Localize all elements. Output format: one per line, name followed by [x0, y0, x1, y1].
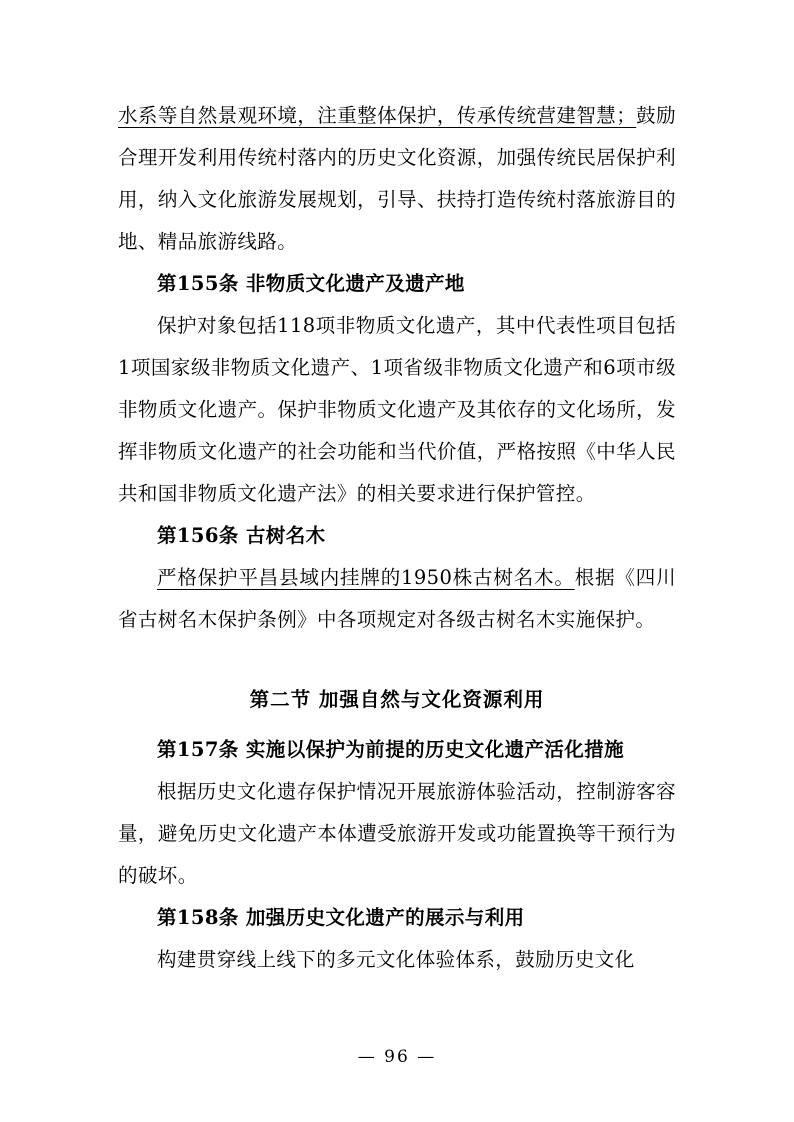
- heading-article-157: 第157条 实施以保护为前提的历史文化遗产活化措施: [157, 738, 624, 761]
- paragraph-continued-rest: 鼓励合理开发利用传统村落内的历史文化资源，加强传统民居保护利用，纳入文化旅游发展规划，引导、扶持打造传统村落旅游目的地、精品旅游线路。: [118, 104, 676, 253]
- heading-spacer: [118, 721, 676, 729]
- section-spacer: [118, 641, 676, 679]
- page-number: — 96 —: [357, 1047, 437, 1067]
- paragraph-158: 构建贯穿线上线下的多元文化体验体系，鼓励历史文化: [157, 948, 635, 971]
- page-footer: [0, 1047, 794, 1067]
- heading-section-2: 第二节 加强自然与文化资源利用: [249, 688, 545, 711]
- paragraph-155: 保护对象包括118项非物质文化遗产，其中代表性项目包括1项国家级非物质文化遗产、1项省级非物质文化遗产和6项市级非物质文化遗产。保护非物质文化遗产及其依存的文化场所，发挥非物质文化遗产的社会功能和当代价值，严格按照《中华人民共和国非物质文化遗产法》的相关要求进行保护管控。: [118, 314, 676, 505]
- paragraph-continued-underlined: 水系等自然景观环境，注重整体保护，传承传统营建智慧；: [118, 104, 637, 127]
- paragraph-157: 根据历史文化遗存保护情况开展旅游体验活动，控制游客容量，避免历史文化遗产本体遭受旅游开发或功能置换等干预行为的破坏。: [118, 780, 676, 887]
- heading-article-158: 第158条 加强历史文化遗产的展示与利用: [157, 906, 525, 929]
- paragraph-156-underlined: 严格保护平昌县域内挂牌的1950株古树名木。: [157, 566, 575, 589]
- paragraph-156: [118, 557, 676, 641]
- paragraph-156-rest: 根据《四川省古树名木保护条例》中各项规定对各级古树名木实施保护。: [118, 566, 676, 631]
- paragraph-continued: [118, 95, 676, 263]
- heading-article-156: 第156条 古树名木: [157, 524, 326, 547]
- heading-article-155: 第155条 非物质文化遗产及遗产地: [157, 272, 465, 295]
